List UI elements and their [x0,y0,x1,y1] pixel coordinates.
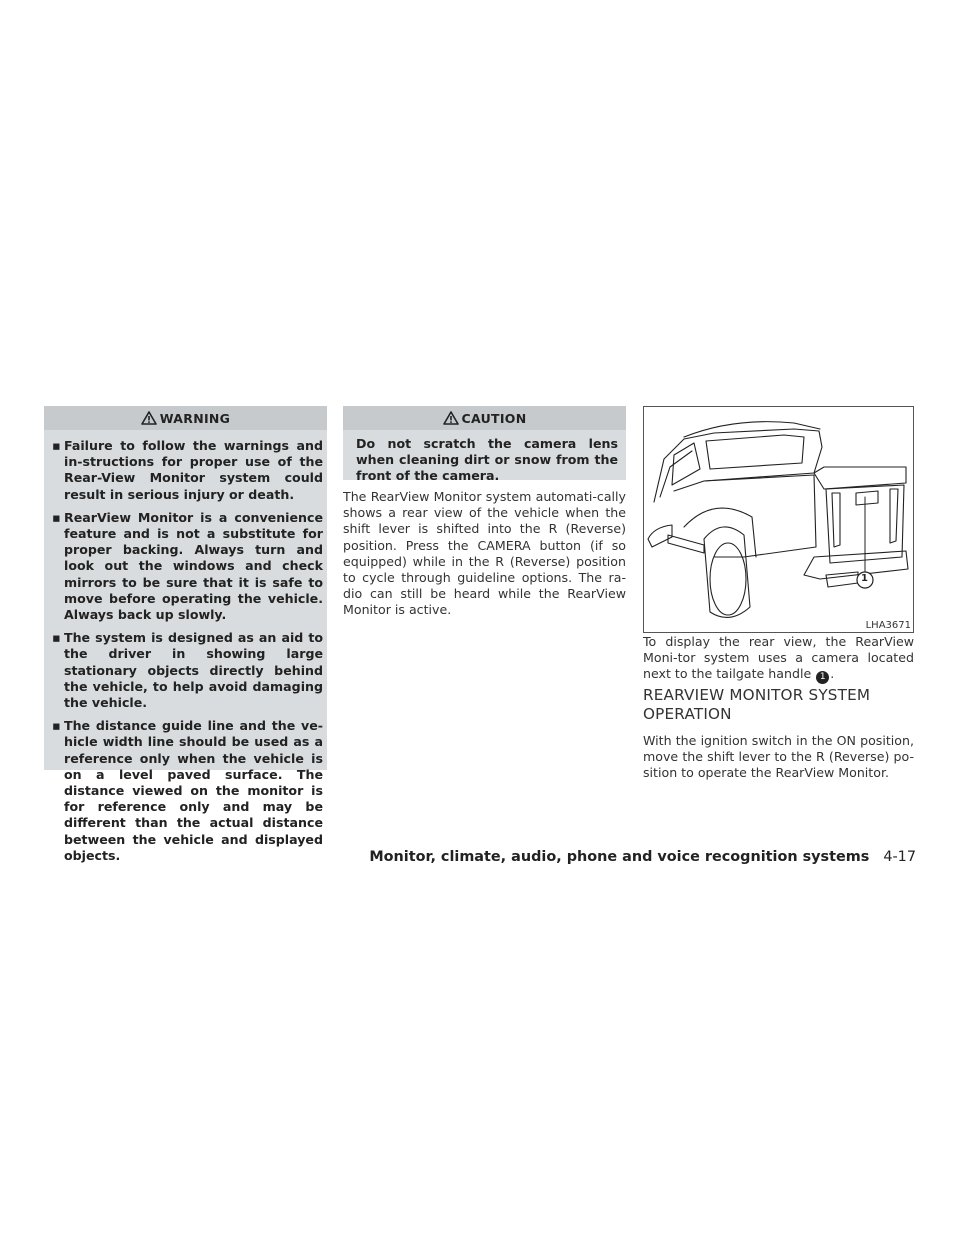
figure-code: LHA3671 [865,620,911,631]
bullet: ▪ [52,509,61,525]
page-footer [369,849,916,865]
warning-item: ▪ RearView Monitor is a convenience feature and is not a substitute for proper backing. Always turn and look out the windows and check mirrors to be sure that it is safe to move before operating the vehicle. Always back up slowly. [52,509,323,623]
warning-box [44,406,327,863]
caution-box [343,406,626,484]
figure [643,406,914,633]
warning-item: ▪ The system is designed as an aid to the driver in showing large stationary objects directly behind the vehicle, to help avoid damaging the vehicle. [52,630,323,711]
bullet: ▪ [52,630,61,646]
section-paragraph: With the ignition switch in the ON position, move the shift lever to the R (Reverse) po-sition to operate the RearView Monitor. [643,733,914,781]
section-heading: REARVIEW MONITOR SYSTEM OPERATION [643,686,871,723]
warning-title: WARNING [159,410,231,426]
bullet: ▪ [52,438,61,453]
callout-1-icon: 1 [816,671,829,684]
warning-triangle-icon [443,411,459,425]
warning-header [44,406,327,430]
caution-text: Do not scratch the camera lens when cleaning dirt or snow from the front of the camera. [356,436,618,484]
page-number: 4-17 [883,849,916,865]
warning-item: ▪ Failure to follow the warnings and in-structions for proper use of the Rear-View Monitor system could result in serious injury or death. [52,438,323,502]
figure-callout: 1 [861,573,868,584]
intro-paragraph: The RearView Monitor system automati-cally shows a rear view of the vehicle when the shift lever is shifted into the R (Reverse) position. Press the CAMERA button (if so equipped) while in the R (Reverse) position to cycle through guideline options. The ra-dio can still be heard while the RearView Monitor is active. [343,489,626,618]
caution-title: CAUTION [461,410,527,426]
warning-item: ▪ The distance guide line and the ve-hicle width line should be used as a reference only when the vehicle is on a level paved surface. The distance viewed on the monitor is for reference only and may be different than the actual distance between the vehicle and displayed objects. [52,718,323,863]
truck-rear-illustration [644,407,913,632]
bullet: ▪ [52,718,61,734]
footer-section-title: Monitor, climate, audio, phone and voice recognition systems [369,849,870,865]
caution-header [343,406,626,430]
warning-triangle-icon [141,411,157,425]
warning-list [44,430,327,864]
camera-paragraph: To display the rear view, the RearView Moni-tor system uses a camera located next to the tailgate handle 1 . [643,634,914,683]
